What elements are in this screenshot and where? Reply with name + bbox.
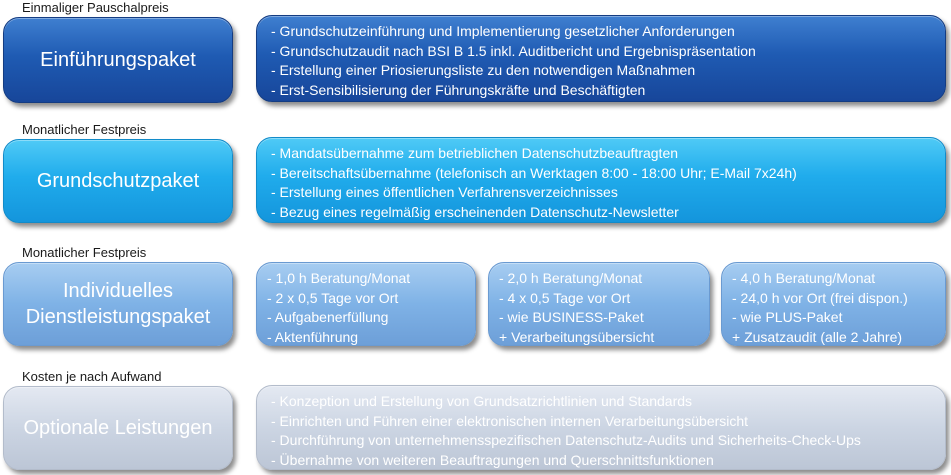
list-item: - Grundschutzeinführung und Implementierung gesetzlicher Anforderungen — [271, 23, 735, 39]
package-optional-details — [256, 385, 946, 470]
list-item: + Zusatzaudit (alle 2 Jahre) — [732, 328, 903, 345]
package-name: Grundschutzpaket — [36, 169, 200, 192]
tier-basic[interactable] — [256, 262, 476, 346]
list-item: + Verarbeitungsübersicht — [499, 328, 655, 345]
tier-plus[interactable] — [721, 262, 946, 346]
list-item: - wie BUSINESS-Paket — [499, 309, 644, 325]
list-item: - Grundschutzaudit nach BSI B 1.5 inkl. Auditbericht und Ergebnispräsentation — [271, 42, 756, 59]
list-item: - 24,0 h vor Ort (frei dispon.) — [732, 289, 908, 306]
list-item: - 2 x 0,5 Tage vor Ort — [267, 289, 399, 306]
list-item: - 4,0 h Beratung/Monat — [732, 270, 876, 286]
package-grundschutz[interactable] — [3, 139, 233, 223]
price-label-einmalig: Einmaliger Pauschalpreis — [22, 0, 169, 15]
list-item: - Einrichten und Führen einer elektronischen internen Verarbeitungsübersicht — [271, 412, 749, 429]
list-item: - 1,0 h Beratung/Monat — [267, 270, 411, 286]
package-name: Einführungspaket — [40, 48, 196, 71]
package-name: Optionale Leistungen — [23, 416, 213, 439]
list-item: - 4 x 0,5 Tage vor Ort — [499, 289, 631, 306]
list-item: - Konzeption und Erstellung von Grundsatzrichtlinien und Standards — [271, 393, 693, 409]
list-item: - Bezug eines regelmäßig erscheinenden Datenschutz-Newsletter — [271, 203, 679, 220]
package-name — [26, 278, 211, 330]
price-label-monatlich-1: Monatlicher Festpreis — [22, 122, 147, 137]
package-einfuehrung[interactable] — [3, 17, 233, 103]
list-item: - Erstellung einer Priosierungsliste zu den notwendigen Maßnahmen — [271, 62, 696, 78]
price-label-monatlich-2: Monatlicher Festpreis — [22, 245, 147, 260]
package-name-line: Individuelles — [62, 280, 174, 302]
package-einfuehrung-details — [256, 15, 946, 102]
list-item: - Erstellung eines öffentlichen Verfahrensverzeichnisses — [271, 184, 618, 200]
list-item: - 2,0 h Beratung/Monat — [499, 270, 643, 286]
tier-business[interactable] — [488, 262, 710, 346]
list-item: - Mandatsübernahme zum betrieblichen Datenschutzbeauftragten — [271, 145, 679, 161]
package-individuell[interactable] — [3, 262, 233, 346]
list-item: - Durchführung von unternehmensspezifischen Datenschutz-Audits und Sicherheits-Check-Ups — [271, 432, 861, 448]
list-item: - Aktenführung — [267, 328, 359, 345]
list-item: - Aufgabenerfüllung — [267, 309, 389, 325]
list-item: - wie PLUS-Paket — [732, 309, 843, 325]
list-item: - Übernahme von weiteren Beauftragungen und Querschnittsfunktionen — [271, 451, 714, 468]
package-optional[interactable] — [3, 386, 233, 470]
list-item: - Erst-Sensibilisierung der Führungskräfte und Beschäftigten — [271, 81, 646, 98]
price-label-aufwand: Kosten je nach Aufwand — [22, 369, 162, 384]
list-item: - Bereitschaftsübernahme (telefonisch an Werktagen 8:00 - 18:00 Uhr; E-Mail 7x24h) — [271, 164, 797, 181]
package-name-line: Dienstleistungspaket — [25, 306, 211, 328]
package-grundschutz-details — [256, 137, 946, 223]
